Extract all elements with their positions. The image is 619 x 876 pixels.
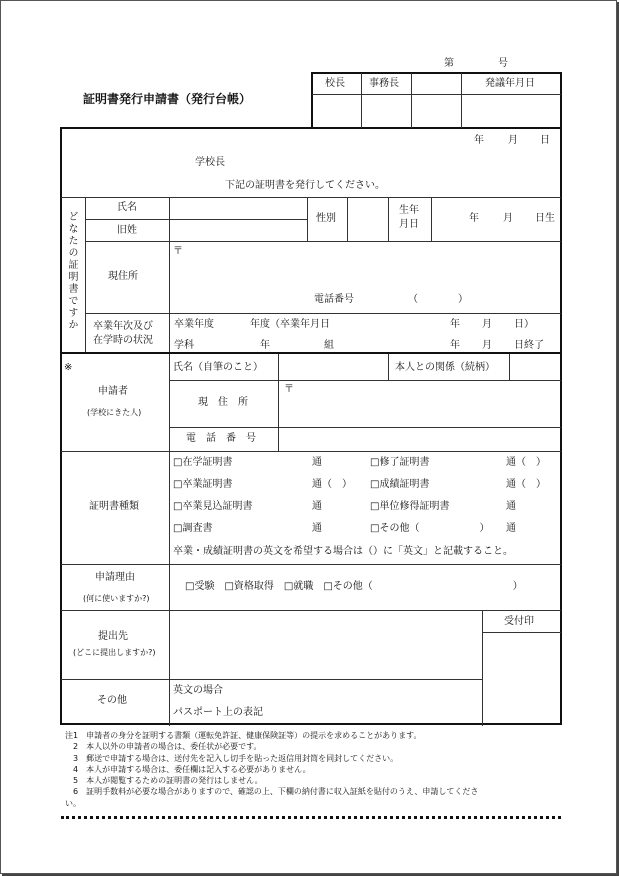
gender-label: 性別 <box>316 213 336 224</box>
receipt-label: 受付印 <box>504 616 534 627</box>
postal-mark: 〒 <box>173 246 183 257</box>
note-1: 注1 申請者の身分を証明する書類（運転免許証、健康保険証等）の提示を求めることがあります。 <box>65 731 422 740</box>
other-line2: パスポート上の表記 <box>173 707 263 718</box>
cert-row4-left[interactable]: □調査書 <box>173 523 213 534</box>
phone-paren: （ ） <box>408 294 468 305</box>
reason-options[interactable]: □受験 □資格取得 □就職 □その他（ ） <box>185 581 523 592</box>
cert-row3-left[interactable]: □卒業見込証明書 <box>173 501 253 512</box>
cut-line <box>61 816 561 819</box>
dept-class: 組 <box>324 340 334 351</box>
cert-row4-right-count: 通 <box>506 523 516 534</box>
reason-label: 申請理由 <box>95 572 135 583</box>
form-title: 証明書発行申請書（発行台帳） <box>83 92 252 106</box>
english-note: 卒業・成績証明書の英文を希望する場合は（）に「英文」と記載すること。 <box>173 546 513 557</box>
cert-row2-left[interactable]: □卒業証明書 <box>173 479 233 490</box>
date-year: 年 <box>474 135 484 146</box>
dept-year: 年 <box>260 340 270 351</box>
applicant-address-field[interactable] <box>279 381 560 426</box>
note-4: 4 本人が申請する場合は、委任欄は記入する必要がありません。 <box>65 764 311 774</box>
number-dai: 第 <box>444 58 454 69</box>
gender-field[interactable] <box>348 198 387 240</box>
former-name-label: 旧姓 <box>117 225 137 236</box>
number-go: 号 <box>498 58 508 69</box>
cert-row2-right[interactable]: □成績証明書 <box>370 479 430 490</box>
grad-label-1: 卒業年次及び <box>93 321 153 332</box>
applicant-label: 申請者 <box>98 386 128 397</box>
cert-row4-right[interactable]: □その他（ ） <box>370 523 490 534</box>
address-label: 現住所 <box>108 271 138 282</box>
subject-side-label: どなたの証明書ですか <box>66 211 77 331</box>
certificates-label: 証明書種類 <box>89 501 139 512</box>
reason-label-sub: (何に使いますか?) <box>83 594 150 603</box>
grad-year-label: 卒業年度 <box>174 319 214 330</box>
note-5: 5 本人が閲覧するための証明書の発行はしません。 <box>65 776 263 786</box>
dept-label: 学科 <box>174 340 194 351</box>
stamp-col-principal: 校長 <box>325 78 345 89</box>
cert-row1-right-count: 通（ ） <box>506 457 546 468</box>
cert-row4-left-count: 通 <box>312 523 322 534</box>
note-2: 2 本人以外の申請者の場合は、委任状が必要です。 <box>65 742 262 752</box>
applicant-address-label: 現 住 所 <box>198 397 248 408</box>
end-d: 日終了 <box>514 340 544 351</box>
cert-row1-right[interactable]: □修了証明書 <box>370 457 430 468</box>
cert-row3-right[interactable]: □単位修得証明書 <box>370 501 450 512</box>
birth-day: 日生 <box>535 213 555 224</box>
addressee: 学校長 <box>195 157 225 168</box>
cert-row3-right-count: 通 <box>506 501 516 512</box>
cert-row3-left-count: 通 <box>312 501 322 512</box>
cert-row2-right-count: 通（ ） <box>506 479 546 490</box>
applicant-phone-field[interactable] <box>279 428 560 450</box>
birth-label-1: 生年 <box>399 205 419 216</box>
address-field[interactable] <box>170 242 560 312</box>
birth-year: 年 <box>469 213 479 224</box>
other-line1: 英文の場合 <box>173 685 223 696</box>
applicant-name-label: 氏名（自筆のこと） <box>173 362 263 373</box>
phone-label: 電話番号 <box>314 294 354 305</box>
note-6-cont: い。 <box>65 798 81 808</box>
name-label: 氏名 <box>117 202 137 213</box>
applicant-note-mark: ※ <box>64 362 73 373</box>
stamp-col-date: 発議年月日 <box>485 78 535 89</box>
request-text: 下記の証明書を発行してください。 <box>225 180 385 191</box>
grad-label-2: 在学時の状況 <box>93 335 153 346</box>
end-m: 月 <box>482 340 492 351</box>
applicant-relation-field[interactable] <box>510 355 560 379</box>
applicant-label-sub: (学校にきた人) <box>87 408 142 417</box>
grad-m: 月 <box>482 319 492 330</box>
notes <box>65 730 565 809</box>
birth-month: 月 <box>503 213 513 224</box>
date-month: 月 <box>508 135 518 146</box>
other-label: その他 <box>97 695 127 706</box>
date-day: 日 <box>540 135 550 146</box>
birth-label-2: 月日 <box>399 219 419 230</box>
destination-label-sub: (どこに提出しますか?) <box>73 648 156 657</box>
former-name-field[interactable] <box>170 220 306 240</box>
stamp-col-office-head: 事務長 <box>369 78 399 89</box>
note-3: 3 郵送で申請する場合は、送付先を記入し切手を貼った返信用封筒を同封してください。 <box>65 753 399 763</box>
grad-y: 年 <box>450 319 460 330</box>
end-y: 年 <box>450 340 460 351</box>
applicant-relation-label: 本人との関係（続柄） <box>395 362 495 373</box>
applicant-name-field[interactable] <box>279 355 387 379</box>
note-6: 6 証明手数料が必要な場合がありますので、確認の上、下欄の納付書に収入証紙を貼付のうえ、申請してくださ <box>65 787 479 797</box>
applicant-postal-mark: 〒 <box>284 384 294 395</box>
grad-nendo: 年度（卒業年月日 <box>250 319 330 330</box>
destination-label: 提出先 <box>98 631 128 642</box>
name-field[interactable] <box>170 198 306 218</box>
applicant-phone-label: 電 話 番 号 <box>186 433 256 444</box>
cert-row1-left-count: 通 <box>312 457 322 468</box>
cert-row1-left[interactable]: □在学証明書 <box>173 457 233 468</box>
grad-d: 日） <box>514 319 534 330</box>
cert-row2-left-count: 通（ ） <box>312 479 352 490</box>
destination-field[interactable] <box>170 611 481 678</box>
